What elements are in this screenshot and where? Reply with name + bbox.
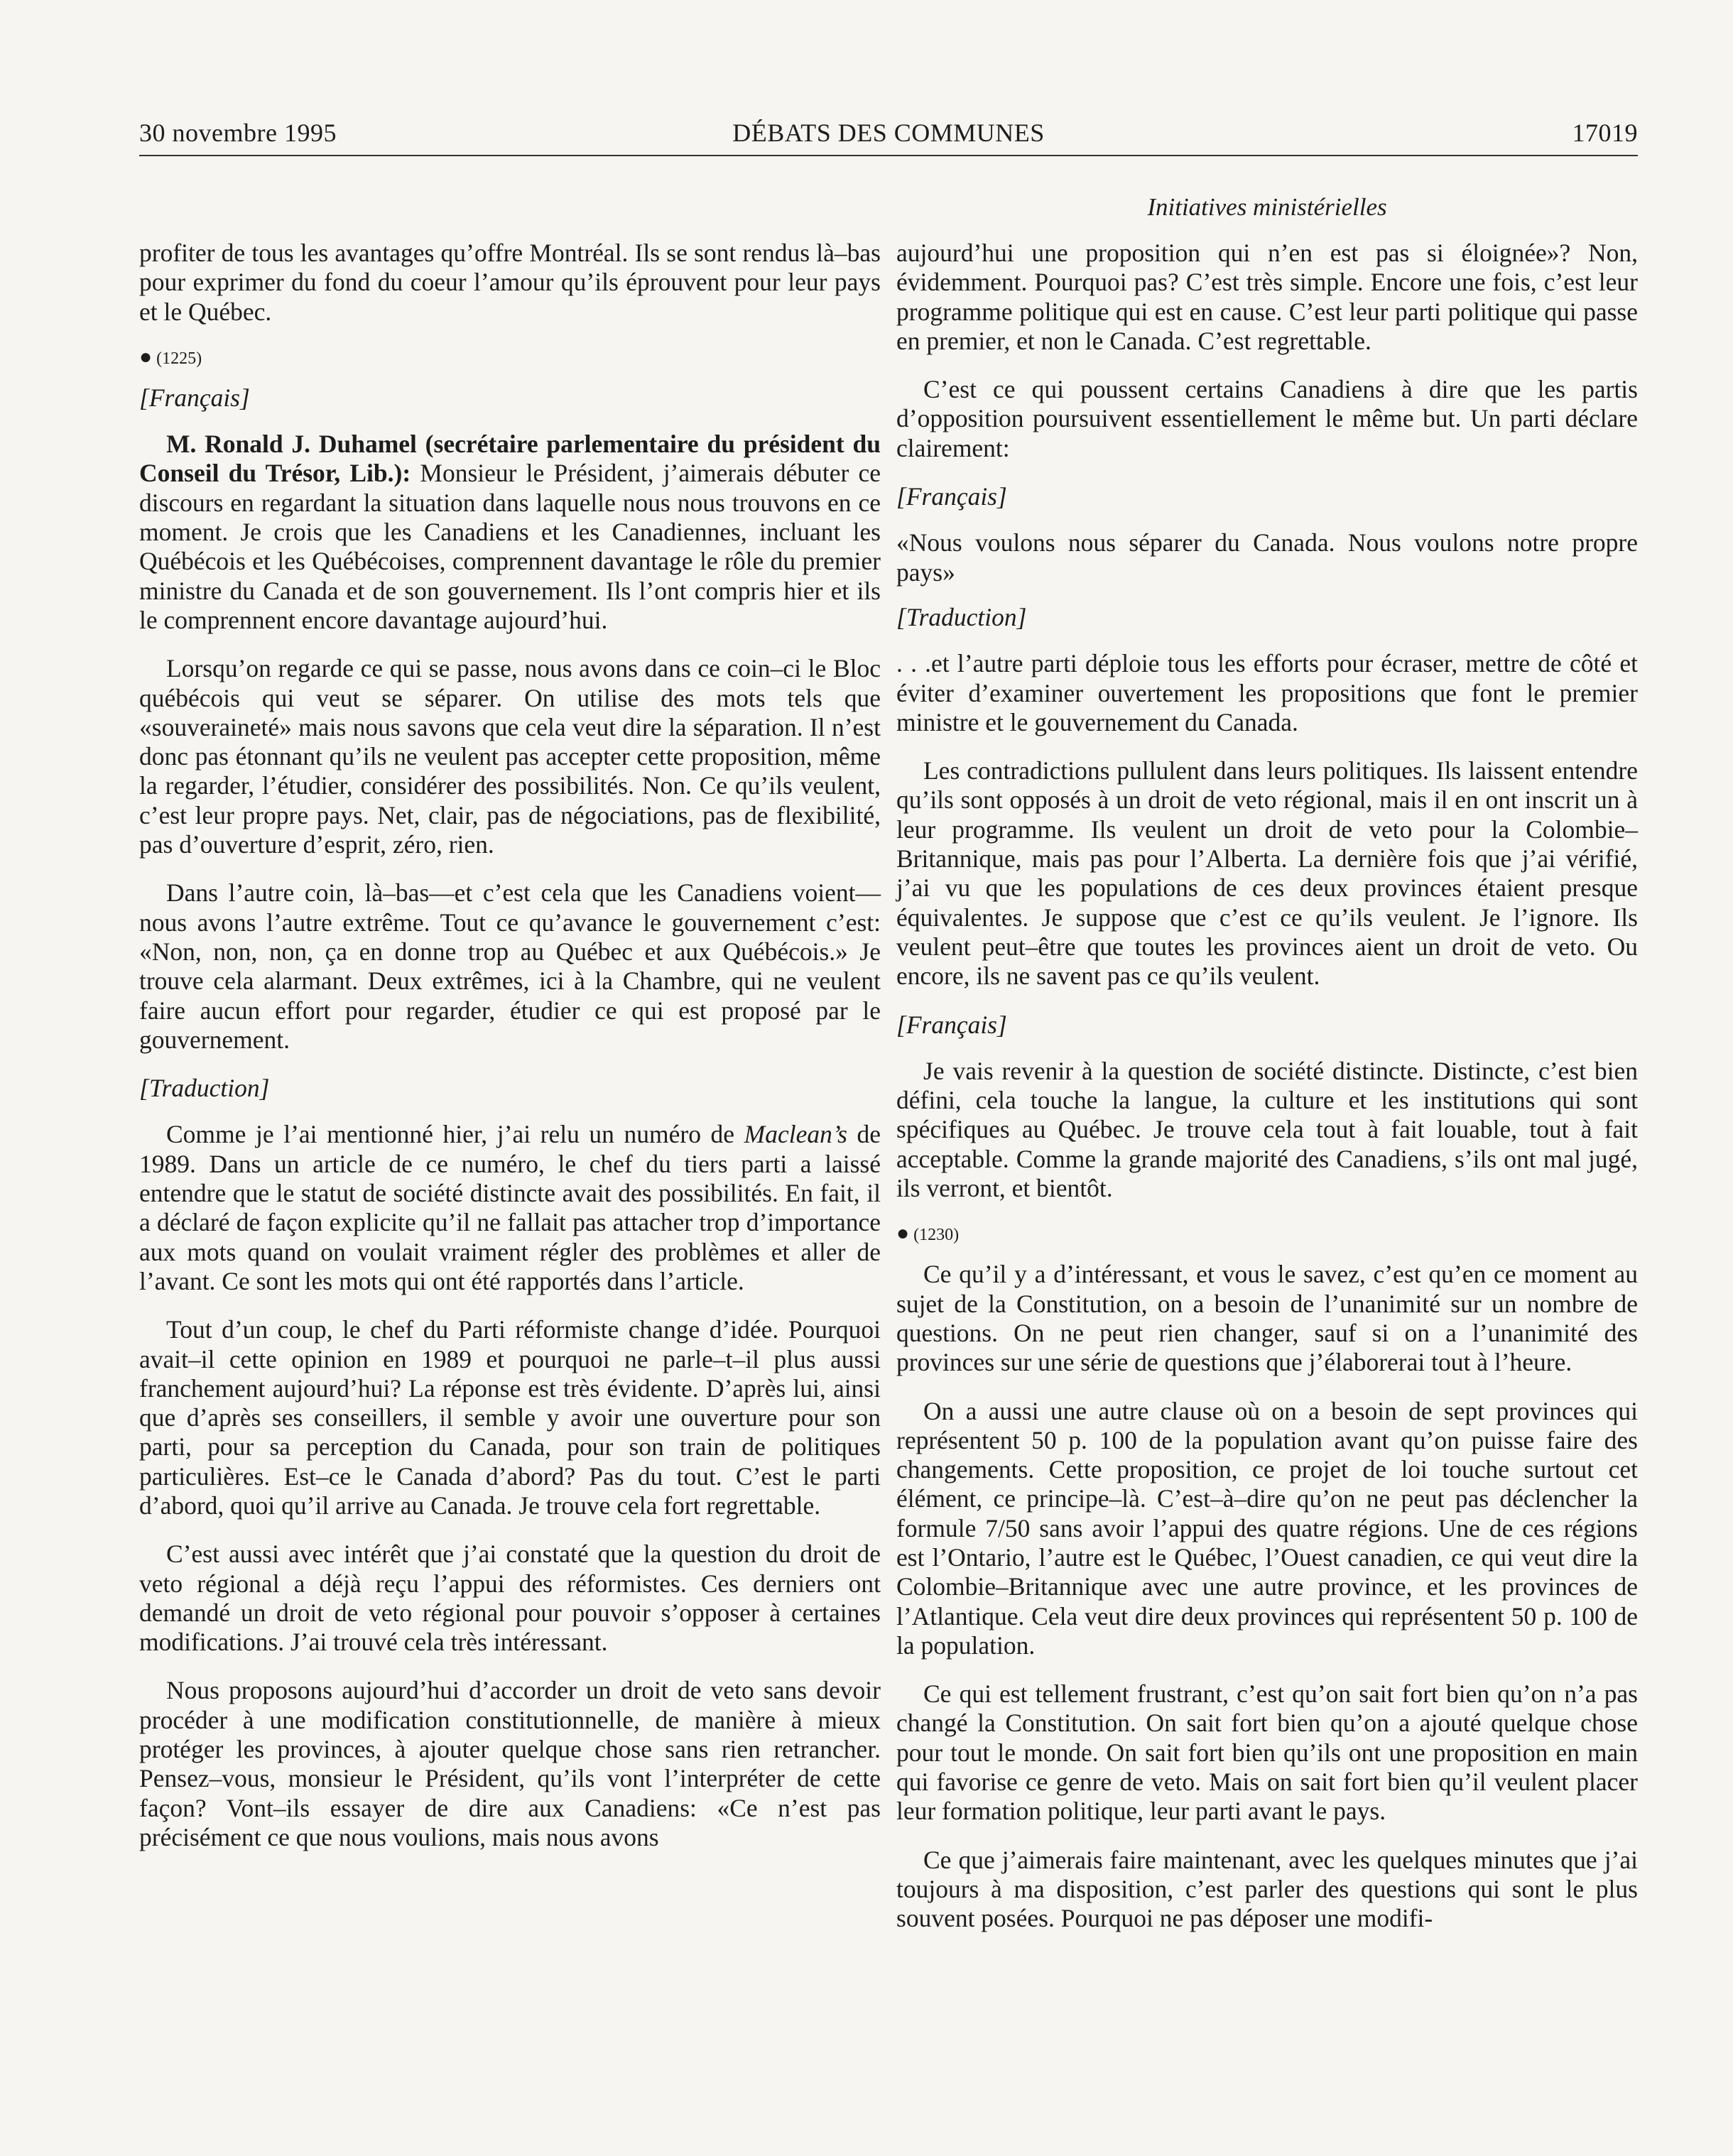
timestamp: ● (1225)	[139, 344, 202, 369]
bullet-icon: ●	[139, 344, 153, 369]
speech-paragraph: M. Ronald J. Duhamel (secrétaire parlementaire du président du Conseil du Trésor, Lib.): Monsieur le Président, j’aimerais débuter ce discours en regardant la situation dans laquelle nous nous trouvons en ce moment. Je crois que les Canadiens et les Canadiennes, incluant les Québécois et les Québécoises, comprennent davantage le rôle du premier ministre du Canada et de son gouvernement. Ils l’ont compris hier et ils le comprennent encore davantage aujourd’hui.	[139, 430, 881, 634]
paragraph: . . .et l’autre parti déploie tous les efforts pour écraser, mettre de côté et éviter d’examiner ouvertement les propositions que font le premier ministre et le gouvernement du Canada.	[896, 649, 1638, 736]
paragraph: Ce que j’aimerais faire maintenant, avec les quelques minutes que j’ai toujours à ma disposition, c’est parler des questions qui sont le plus souvent posées. Pourquoi ne pas déposer une modifi-	[896, 1845, 1638, 1933]
paragraph: Lorsqu’on regarde ce qui se passe, nous avons dans ce coin–ci le Bloc québécois qui veut se séparer. On utilise des mots tels que «souveraineté» mais nous savons que cela veut dire la séparation. Il n’est donc pas étonnant qu’ils ne veulent pas accepter cette proposition, même la regarder, l’étudier, considérer des possibilités. Non. Ce qu’ils veulent, c’est leur propre pays. Net, clair, pas de négociations, pas de flexibilité, pas d’ouverture d’esprit, zéro, rien.	[139, 654, 881, 859]
paragraph: Ce qui est tellement frustrant, c’est qu’on sait fort bien qu’on n’a pas changé la Constitution. On sait fort bien qu’on a ajouté quelque chose pour tout le monde. On sait fort bien qu’ils ont une proposition en main qui favorise ce genre de veto. Mais on sait fort bien qu’il veulent placer leur formation politique, leur parti avant le pays.	[896, 1679, 1638, 1826]
header-page-number: 17019	[1572, 119, 1638, 147]
paragraph: Ce qu’il y a d’intéressant, et vous le savez, c’est qu’en ce moment au sujet de la Constitution, on a besoin de l’unanimité sur un nombre de questions. On ne peut rien changer, sauf si on a l’unanimité des provinces sur une série de questions que j’élaborerai tout à l’heure.	[896, 1260, 1638, 1377]
quotation: «Nous voulons nous séparer du Canada. Nous voulons notre propre pays»	[896, 528, 1638, 587]
header-date: 30 novembre 1995	[139, 119, 337, 147]
paragraph: aujourd’hui une proposition qui n’en est pas si éloignée»? Non, évidemment. Pourquoi pas? C’est très simple. Encore une fois, c’est leur programme politique qui est en cause. C’est leur parti politique qui passe en premier, et non le Canada. C’est regrettable.	[896, 239, 1638, 355]
paragraph: profiter de tous les avantages qu’offre Montréal. Ils se sont rendus là–bas pour exprimer du fond du coeur l’amour qu’ils éprouvent pour leur pays et le Québec.	[139, 239, 881, 326]
paragraph: C’est ce qui poussent certains Canadiens à dire que les partis d’opposition poursuivent essentiellement le même but. Un parti déclare clairement:	[896, 375, 1638, 462]
paragraph: Tout d’un coup, le chef du Parti réformiste change d’idée. Pourquoi avait–il cette opinion en 1989 et pourquoi ne parle–t–il plus aussi franchement aujourd’hui? La réponse est très évidente. D’après lui, ainsi que d’après ses conseillers, il semble y avoir une ouverture pour son parti, pour sa perception du Canada, pour son train de politiques particulières. Est–ce le Canada d’abord? Pas du tout. C’est le parti d’abord, quoi qu’il arrive au Canada. Je trouve cela fort regrettable.	[139, 1315, 881, 1520]
paragraph: Dans l’autre coin, là–bas—et c’est cela que les Canadiens voient—nous avons l’autre extrême. Tout ce qu’avance le gouvernement c’est: «Non, non, non, ça en donne trop au Québec et aux Québécois.» Je trouve cela alarmant. Deux extrêmes, ici à la Chambre, qui ne veulent faire aucun effort pour regarder, étudier ce qui est proposé par le gouvernement.	[139, 878, 881, 1054]
speaker-name: M. Ronald J. Duhamel (secrétaire parlementaire du président du Conseil du Trésor, Lib.):	[139, 430, 881, 488]
header-title: DÉBATS DES COMMUNES	[732, 119, 1045, 147]
paragraph: Comme je l’ai mentionné hier, j’ai relu un numéro de Maclean’s de 1989. Dans un article de ce numéro, le chef du tiers parti a laissé entendre que le statut de société distincte avait des possibilités. En fait, il a déclaré de façon explicite qu’il ne fallait pas attacher trop d’importance aux mots quand on voulait vraiment régler des problèmes et aller de l’avant. Ce sont les mots qui ont été rapportés dans l’article.	[139, 1120, 881, 1295]
paragraph: Je vais revenir à la question de société distincte. Distincte, c’est bien défini, cela touche la langue, la culture et les institutions qui sont spécifiques au Québec. Je trouve cela tout à fait louable, tout à fait acceptable. Comme la grande majorité des Canadiens, s’ils ont mal jugé, ils verront, et bientôt.	[896, 1056, 1638, 1203]
language-marker: [Français]	[139, 383, 250, 412]
language-marker: [Traduction]	[896, 602, 1027, 631]
language-marker: [Traduction]	[139, 1074, 270, 1103]
paragraph: C’est aussi avec intérêt que j’ai constaté que la question du droit de veto régional a déjà reçu l’appui des réformistes. Ces derniers ont demandé un droit de veto régional pour pouvoir s’opposer à certaines modifications. J’ai trouvé cela très intéressant.	[139, 1540, 881, 1657]
language-marker: [Français]	[896, 1010, 1007, 1039]
running-head: Initiatives ministérielles	[1147, 193, 1387, 221]
paragraph: On a aussi une autre clause où on a besoin de sept provinces qui représentent 50 p. 100 de la population avant qu’on puisse faire des changements. Cette proposition, ce projet de loi touche surtout cet élément, ce principe–là. C’est–à–dire qu’on ne peut pas déclencher la formule 7/50 sans avoir l’appui des quatre régions. Une de ces régions est l’Ontario, l’autre est le Québec, l’Ouest canadien, ce qui veut dire la Colombie–Britannique avec une autre province, et les provinces de l’Atlantique. Cela veut dire deux provinces qui représentent 50 p. 100 de la population.	[896, 1396, 1638, 1660]
right-column	[896, 239, 1638, 1953]
page-header	[139, 112, 1638, 156]
bullet-icon: ●	[896, 1221, 910, 1246]
paragraph: Les contradictions pullulent dans leurs politiques. Ils laissent entendre qu’ils sont opposés à un droit de veto régional, mais il en ont inscrit un à leur programme. Ils veulent un droit de veto pour la Colombie–Britannique, mais pas pour l’Alberta. La dernière fois que j’ai vérifié, j’ai vu que les populations de ces deux provinces étaient presque équivalentes. Je suppose que c’est ce qu’ils veulent. Je l’ignore. Ils veulent peut–être que toutes les provinces aient un droit de veto. Ou encore, ils ne savent pas ce qu’ils veulent.	[896, 756, 1638, 991]
paragraph: Nous proposons aujourd’hui d’accorder un droit de veto sans devoir procéder à une modification constitutionnelle, de manière à mieux protéger les provinces, à ajouter quelque chose sans rien retrancher. Pensez–vous, monsieur le Président, qu’ils vont l’interpréter de cette façon? Vont–ils essayer de dire aux Canadiens: «Ce n’est pas précisément ce que nous voulions, mais nous avons	[139, 1676, 881, 1851]
timestamp: ● (1230)	[896, 1221, 960, 1246]
language-marker: [Français]	[896, 482, 1007, 511]
left-column	[139, 239, 881, 1871]
publication-title: Maclean’s	[744, 1120, 847, 1149]
